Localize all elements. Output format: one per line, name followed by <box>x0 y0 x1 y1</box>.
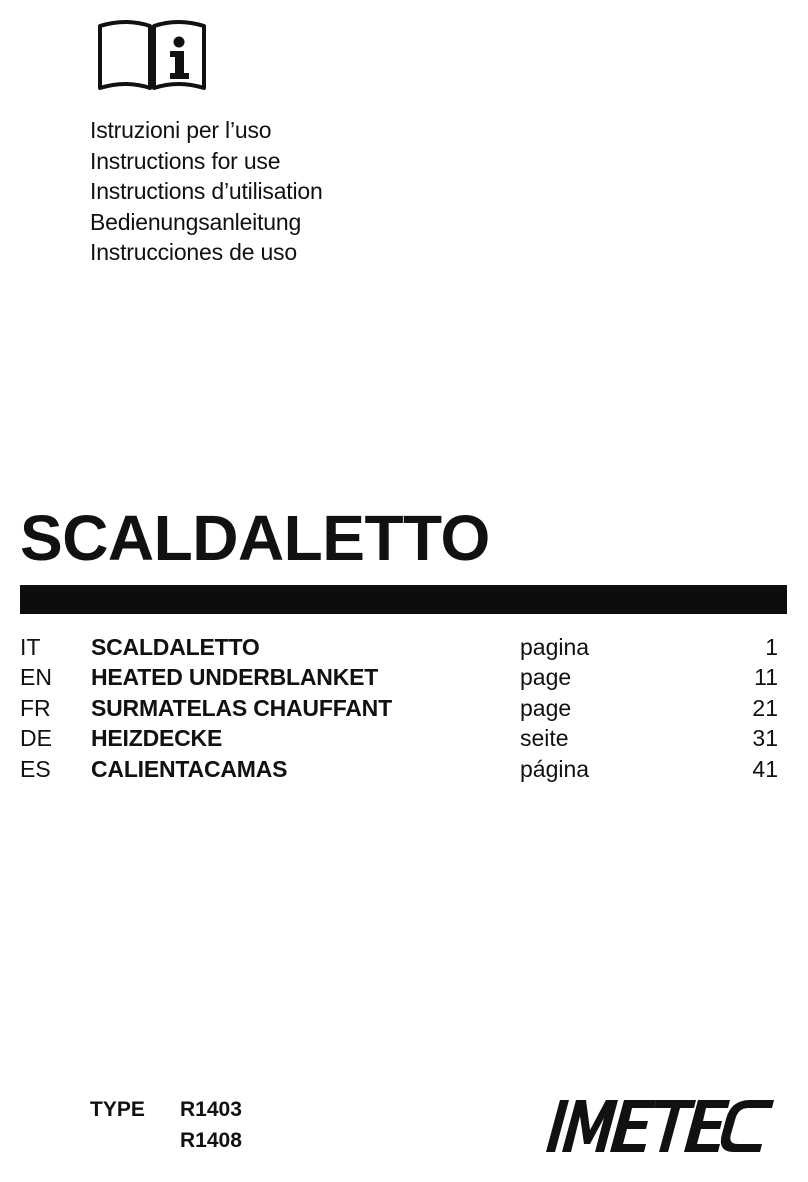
toc-page-number: 31 <box>752 725 778 752</box>
toc-page-number: 1 <box>765 634 778 660</box>
model-number: R1403 <box>180 1098 242 1121</box>
toc-row-en <box>20 662 778 692</box>
language-title-it: Istruzioni per l’uso <box>90 117 272 143</box>
toc-page-word: page <box>520 664 572 691</box>
toc-section-name: SURMATELAS CHAUFFANT <box>91 694 392 721</box>
toc-row-it <box>20 632 778 662</box>
toc-page-number: 11 <box>754 664 778 691</box>
title-divider-bar <box>20 585 787 614</box>
page-title: SCALDALETTO <box>20 502 490 574</box>
imetec-logo <box>538 1094 780 1156</box>
model-number: R1408 <box>180 1129 242 1152</box>
toc-language-code: ES <box>20 755 51 782</box>
toc-language-code: DE <box>20 725 52 752</box>
toc-page-word: página <box>520 755 590 782</box>
language-list <box>90 115 323 268</box>
language-title-en: Instructions for use <box>90 147 281 174</box>
language-title-de: Bedienungsanleitung <box>90 208 302 235</box>
toc-page-word: page <box>520 694 572 721</box>
toc-section-name: HEIZDECKE <box>91 725 223 752</box>
toc-section-name: HEATED UNDERBLANKET <box>91 664 379 691</box>
toc-page-word: seite <box>520 725 569 752</box>
toc-language-code: IT <box>20 634 41 660</box>
manual-info-icon <box>96 18 208 90</box>
type-label: TYPE <box>90 1098 145 1121</box>
table-of-contents <box>20 632 778 784</box>
toc-section-name: CALIENTACAMAS <box>91 755 288 782</box>
language-title-es: Instrucciones de uso <box>90 239 297 265</box>
toc-page-word: pagina <box>520 634 590 660</box>
language-title-fr: Instructions d’utilisation <box>90 178 323 204</box>
toc-section-name: SCALDALETTO <box>91 634 260 660</box>
toc-language-code: FR <box>20 694 51 721</box>
toc-row-de <box>20 723 778 753</box>
toc-row-fr <box>20 693 778 723</box>
toc-page-number: 41 <box>752 755 778 782</box>
toc-language-code: EN <box>20 664 52 691</box>
toc-page-number: 21 <box>752 694 778 721</box>
toc-row-es <box>20 754 778 784</box>
